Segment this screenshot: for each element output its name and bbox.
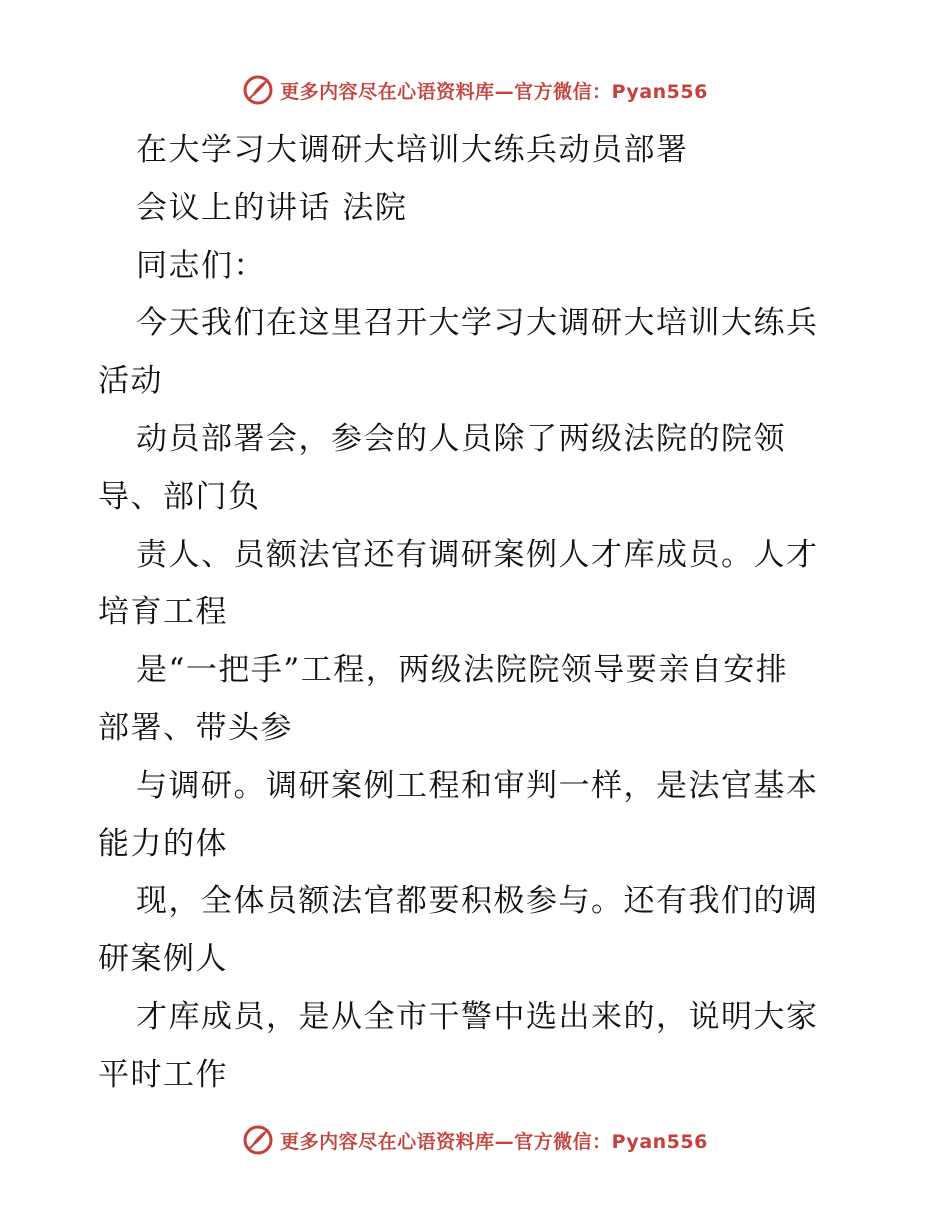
footer-watermark: [0, 1120, 950, 1160]
text-line: 部署、带头参: [98, 709, 293, 746]
text-line: 导、部门负: [98, 478, 261, 515]
feather-logo-icon: [242, 74, 274, 106]
text-line: 培育工程: [98, 594, 228, 631]
text-line: 活动: [98, 363, 163, 400]
text-line: 平时工作: [98, 1056, 228, 1093]
text-line: 与调研。调研案例工程和审判一样，是法官基本: [136, 767, 819, 804]
text-line: 同志们：: [136, 247, 266, 284]
text-line: 会议上的讲话 法院: [136, 189, 408, 226]
text-line: 责人、员额法官还有调研案例人才库成员。人才: [136, 536, 819, 573]
text-line: 才库成员，是从全市干警中选出来的，说明大家: [136, 998, 819, 1035]
text-line: 研案例人: [98, 941, 228, 978]
watermark-text: 更多内容尽在心语资料库—官方微信：Pyan556: [280, 1130, 708, 1153]
text-line: 今天我们在这里召开大学习大调研大培训大练兵: [136, 305, 819, 342]
feather-logo-icon: [242, 1124, 274, 1156]
text-line: 能力的体: [98, 825, 228, 862]
watermark-text: 更多内容尽在心语资料库—官方微信：Pyan556: [280, 80, 708, 103]
text-line: 现，全体员额法官都要积极参与。还有我们的调: [136, 883, 819, 920]
text-line: 是“一把手”工程，两级法院院领导要亲自安排: [136, 652, 789, 689]
header-watermark: [0, 70, 950, 110]
text-line: 动员部署会，参会的人员除了两级法院的院领: [136, 420, 786, 457]
document-body: [98, 122, 858, 1105]
text-line: 在大学习大调研大培训大练兵动员部署: [136, 132, 689, 168]
